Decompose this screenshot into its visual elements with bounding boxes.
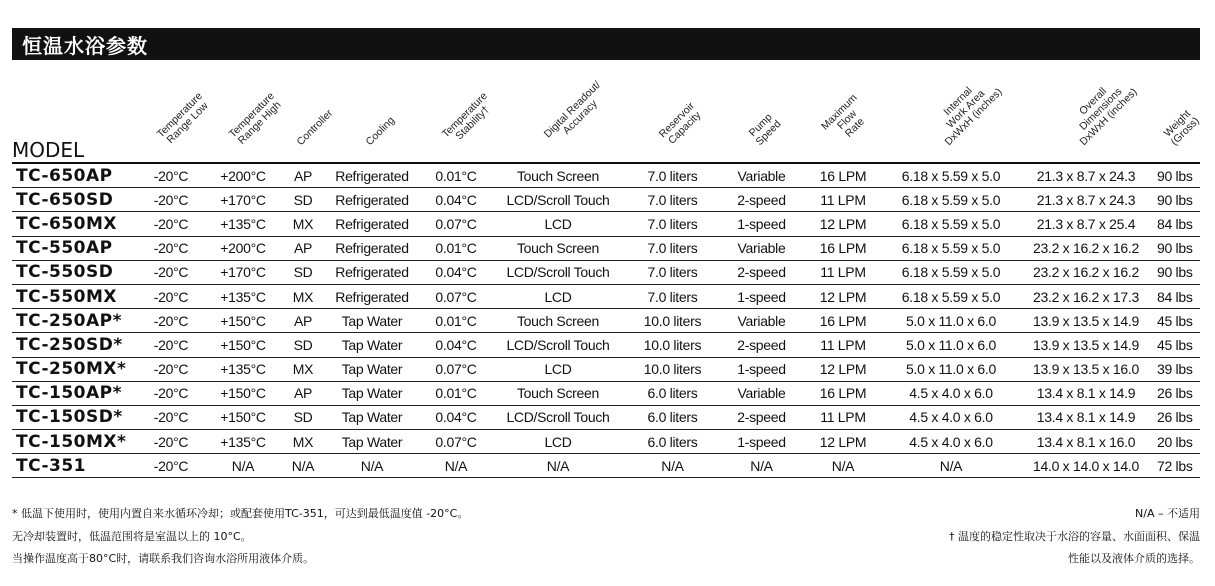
cell-dimensions: 23.2 x 16.2 x 16.2 — [1019, 236, 1153, 260]
col-header-cooling-label: Cooling — [363, 114, 398, 148]
cell-temp-high: +200°C — [203, 236, 283, 260]
cell-work-area: 5.0 x 11.0 x 6.0 — [883, 357, 1019, 381]
col-header-work-area-label: Internal Work Area DxWxH (inches) — [941, 84, 1005, 148]
cell-temp-low: -20°C — [139, 381, 203, 405]
cell-controller: AP — [283, 163, 323, 188]
cell-temp-low: -20°C — [139, 260, 203, 284]
cell-controller: MX — [283, 284, 323, 308]
cell-cooling: Refrigerated — [323, 284, 421, 308]
model-cell: TC-351 — [12, 454, 139, 478]
cell-temp-high: +135°C — [203, 430, 283, 454]
cell-cooling: Tap Water — [323, 430, 421, 454]
cell-cooling: N/A — [323, 454, 421, 478]
cell-dimensions: 14.0 x 14.0 x 14.0 — [1019, 454, 1153, 478]
table-title-bar — [12, 28, 1200, 60]
cell-dimensions: 21.3 x 8.7 x 24.3 — [1019, 163, 1153, 188]
cell-reservoir: 7.0 liters — [625, 236, 720, 260]
cell-pump-speed: Variable — [720, 381, 803, 405]
cell-stability: 0.01°C — [421, 236, 491, 260]
cell-temp-high: +135°C — [203, 284, 283, 308]
cell-work-area: 4.5 x 4.0 x 6.0 — [883, 381, 1019, 405]
cell-stability: 0.04°C — [421, 405, 491, 429]
table-row — [12, 357, 1200, 381]
col-header-readout — [491, 60, 625, 163]
cell-temp-low: -20°C — [139, 430, 203, 454]
col-header-cooling — [323, 60, 421, 163]
table-row — [12, 454, 1200, 478]
model-cell: TC-250AP* — [12, 309, 139, 333]
cell-reservoir: 6.0 liters — [625, 430, 720, 454]
cell-weight: 45 lbs — [1153, 333, 1200, 357]
cell-reservoir: 10.0 liters — [625, 309, 720, 333]
model-cell: TC-150AP* — [12, 381, 139, 405]
cell-weight: 20 lbs — [1153, 430, 1200, 454]
cell-work-area: N/A — [883, 454, 1019, 478]
cell-flow-rate: 12 LPM — [803, 284, 883, 308]
cell-readout: LCD — [491, 357, 625, 381]
col-header-controller — [283, 60, 336, 163]
col-header-temp-low — [139, 60, 211, 163]
cell-weight: 26 lbs — [1153, 381, 1200, 405]
cell-readout: Touch Screen — [491, 236, 625, 260]
cell-reservoir: 7.0 liters — [625, 163, 720, 188]
cell-cooling: Refrigerated — [323, 163, 421, 188]
table-row — [12, 260, 1200, 284]
cell-reservoir: 7.0 liters — [625, 212, 720, 236]
cell-temp-low: -20°C — [139, 454, 203, 478]
col-header-temp-high-label: Temperature Range High — [226, 90, 284, 147]
cell-pump-speed: 1-speed — [720, 357, 803, 381]
cell-dimensions: 21.3 x 8.7 x 25.4 — [1019, 212, 1153, 236]
cell-work-area: 6.18 x 5.59 x 5.0 — [883, 260, 1019, 284]
cell-temp-low: -20°C — [139, 163, 203, 188]
cell-readout: LCD/Scroll Touch — [491, 405, 625, 429]
cell-weight: 90 lbs — [1153, 163, 1200, 188]
cell-temp-high: +135°C — [203, 357, 283, 381]
footnote-na: N/A – 不适用 — [1135, 507, 1200, 520]
cell-cooling: Tap Water — [323, 381, 421, 405]
cell-reservoir: 10.0 liters — [625, 333, 720, 357]
table-title: 恒温水浴参数 — [22, 33, 148, 58]
table-row — [12, 381, 1200, 405]
cell-temp-high: +170°C — [203, 188, 283, 212]
col-header-dimensions-label: Overall Dimensions DxWxH (inches) — [1077, 85, 1140, 148]
cell-readout: LCD — [491, 212, 625, 236]
cell-temp-high: +150°C — [203, 309, 283, 333]
cell-controller: MX — [283, 357, 323, 381]
cell-weight: 90 lbs — [1153, 236, 1200, 260]
cell-readout: LCD/Scroll Touch — [491, 333, 625, 357]
cell-temp-high: +200°C — [203, 163, 283, 188]
cell-pump-speed: Variable — [720, 309, 803, 333]
cell-weight: 45 lbs — [1153, 309, 1200, 333]
model-cell: TC-150SD* — [12, 405, 139, 429]
cell-pump-speed: 2-speed — [720, 333, 803, 357]
cell-cooling: Tap Water — [323, 405, 421, 429]
col-header-temp-low-label: Temperature Range Low — [154, 90, 211, 146]
cell-dimensions: 13.9 x 13.5 x 14.9 — [1019, 333, 1153, 357]
cell-reservoir: 7.0 liters — [625, 260, 720, 284]
cell-flow-rate: 11 LPM — [803, 260, 883, 284]
cell-work-area: 6.18 x 5.59 x 5.0 — [883, 212, 1019, 236]
cell-cooling: Refrigerated — [323, 212, 421, 236]
col-header-temp-high — [203, 60, 283, 163]
cell-dimensions: 13.9 x 13.5 x 16.0 — [1019, 357, 1153, 381]
cell-weight: 90 lbs — [1153, 188, 1200, 212]
cell-cooling: Refrigerated — [323, 260, 421, 284]
col-header-flow-rate — [803, 60, 883, 163]
cell-temp-high: +170°C — [203, 260, 283, 284]
cell-work-area: 5.0 x 11.0 x 6.0 — [883, 309, 1019, 333]
table-row — [12, 163, 1200, 188]
cell-pump-speed: 2-speed — [720, 188, 803, 212]
cell-controller: MX — [283, 430, 323, 454]
cell-flow-rate: 16 LPM — [803, 236, 883, 260]
cell-flow-rate: 16 LPM — [803, 309, 883, 333]
cell-cooling: Tap Water — [323, 309, 421, 333]
cell-temp-low: -20°C — [139, 405, 203, 429]
cell-reservoir: 7.0 liters — [625, 188, 720, 212]
cell-readout: LCD/Scroll Touch — [491, 188, 625, 212]
cell-flow-rate: 11 LPM — [803, 333, 883, 357]
cell-dimensions: 23.2 x 16.2 x 16.2 — [1019, 260, 1153, 284]
cell-pump-speed: 2-speed — [720, 405, 803, 429]
cell-stability: 0.04°C — [421, 188, 491, 212]
cell-cooling: Tap Water — [323, 333, 421, 357]
cell-weight: 84 lbs — [1153, 284, 1200, 308]
cell-pump-speed: N/A — [720, 454, 803, 478]
cell-flow-rate: 12 LPM — [803, 212, 883, 236]
cell-weight: 72 lbs — [1153, 454, 1200, 478]
cell-weight: 84 lbs — [1153, 212, 1200, 236]
cell-stability: 0.04°C — [421, 260, 491, 284]
cell-pump-speed: 2-speed — [720, 260, 803, 284]
col-header-work-area — [883, 60, 1019, 163]
table-row — [12, 188, 1200, 212]
col-header-readout-label: Digital Readout/ Accuracy — [541, 78, 604, 141]
model-cell: TC-550SD — [12, 260, 139, 284]
cell-work-area: 6.18 x 5.59 x 5.0 — [883, 163, 1019, 188]
col-header-flow-rate-label: Maximum Flow Rate — [818, 91, 867, 140]
cell-work-area: 6.18 x 5.59 x 5.0 — [883, 188, 1019, 212]
cell-work-area: 4.5 x 4.0 x 6.0 — [883, 405, 1019, 429]
footnote-no-cooling: 无冷却装置时，低温范围将是室温以上的 10°C。 — [12, 530, 252, 543]
cell-dimensions: 13.4 x 8.1 x 14.9 — [1019, 381, 1153, 405]
model-cell: TC-650SD — [12, 188, 139, 212]
cell-stability: N/A — [421, 454, 491, 478]
cell-temp-low: -20°C — [139, 236, 203, 260]
cell-dimensions: 21.3 x 8.7 x 24.3 — [1019, 188, 1153, 212]
cell-dimensions: 23.2 x 16.2 x 17.3 — [1019, 284, 1153, 308]
col-header-reservoir-label: Reservoir Capacity — [656, 99, 703, 147]
cell-weight: 26 lbs — [1153, 405, 1200, 429]
model-cell: TC-550AP — [12, 236, 139, 260]
table-row — [12, 405, 1200, 429]
model-cell: TC-650AP — [12, 163, 139, 188]
cell-weight: 90 lbs — [1153, 260, 1200, 284]
col-header-weight — [1153, 60, 1200, 163]
table-row — [12, 236, 1200, 260]
cell-readout: LCD — [491, 284, 625, 308]
cell-flow-rate: 11 LPM — [803, 405, 883, 429]
cell-stability: 0.07°C — [421, 284, 491, 308]
cell-dimensions: 13.9 x 13.5 x 14.9 — [1019, 309, 1153, 333]
cell-reservoir: 6.0 liters — [625, 405, 720, 429]
cell-controller: SD — [283, 333, 323, 357]
cell-flow-rate: 16 LPM — [803, 163, 883, 188]
col-header-dimensions — [1019, 60, 1153, 163]
cell-stability: 0.01°C — [421, 309, 491, 333]
cell-flow-rate: 11 LPM — [803, 188, 883, 212]
cell-stability: 0.01°C — [421, 381, 491, 405]
model-cell: TC-150MX* — [12, 430, 139, 454]
cell-work-area: 6.18 x 5.59 x 5.0 — [883, 236, 1019, 260]
col-header-controller-label: Controller — [294, 107, 336, 148]
cell-stability: 0.07°C — [421, 212, 491, 236]
cell-work-area: 5.0 x 11.0 x 6.0 — [883, 333, 1019, 357]
cell-pump-speed: Variable — [720, 236, 803, 260]
cell-flow-rate: 16 LPM — [803, 381, 883, 405]
table-row — [12, 333, 1200, 357]
cell-controller: SD — [283, 405, 323, 429]
cell-temp-low: -20°C — [139, 284, 203, 308]
cell-pump-speed: Variable — [720, 163, 803, 188]
cell-dimensions: 13.4 x 8.1 x 14.9 — [1019, 405, 1153, 429]
cell-stability: 0.04°C — [421, 333, 491, 357]
cell-temp-high: +150°C — [203, 405, 283, 429]
cell-temp-low: -20°C — [139, 309, 203, 333]
cell-pump-speed: 1-speed — [720, 284, 803, 308]
table-row — [12, 430, 1200, 454]
cell-controller: SD — [283, 188, 323, 212]
col-header-stability-label: Temperature Stability† — [439, 90, 492, 143]
cell-readout: LCD — [491, 430, 625, 454]
col-header-stability — [421, 60, 491, 163]
footnote-high-temp: 当操作温度高于80°C时，请联系我们咨询水浴所用液体介质。 — [12, 552, 315, 565]
cell-stability: 0.07°C — [421, 430, 491, 454]
model-cell: TC-650MX — [12, 212, 139, 236]
cell-reservoir: 10.0 liters — [625, 357, 720, 381]
col-header-reservoir — [625, 60, 720, 163]
cell-dimensions: 13.4 x 8.1 x 16.0 — [1019, 430, 1153, 454]
cell-reservoir: N/A — [625, 454, 720, 478]
cell-readout: LCD/Scroll Touch — [491, 260, 625, 284]
cell-cooling: Tap Water — [323, 357, 421, 381]
cell-temp-high: +150°C — [203, 381, 283, 405]
footnote-stability-1: † 温度的稳定性取决于水浴的容量、水面面积、保温 — [949, 530, 1200, 543]
col-header-pump-speed — [720, 60, 803, 163]
table-body — [12, 163, 1200, 478]
cell-pump-speed: 1-speed — [720, 212, 803, 236]
cell-temp-high: N/A — [203, 454, 283, 478]
spec-table — [12, 60, 1200, 478]
model-cell: TC-550MX — [12, 284, 139, 308]
cell-controller: MX — [283, 212, 323, 236]
cell-temp-low: -20°C — [139, 333, 203, 357]
cell-temp-high: +150°C — [203, 333, 283, 357]
cell-temp-low: -20°C — [139, 188, 203, 212]
cell-work-area: 6.18 x 5.59 x 5.0 — [883, 284, 1019, 308]
footnote-stability-2: 性能以及液体介质的选择。 — [1068, 552, 1200, 565]
table-row — [12, 284, 1200, 308]
cell-weight: 39 lbs — [1153, 357, 1200, 381]
cell-pump-speed: 1-speed — [720, 430, 803, 454]
cell-controller: N/A — [283, 454, 323, 478]
cell-controller: SD — [283, 260, 323, 284]
cell-readout: Touch Screen — [491, 163, 625, 188]
cell-stability: 0.01°C — [421, 163, 491, 188]
model-column-header: MODEL — [12, 60, 139, 163]
cell-readout: Touch Screen — [491, 381, 625, 405]
model-cell: TC-250SD* — [12, 333, 139, 357]
table-row — [12, 309, 1200, 333]
cell-flow-rate: N/A — [803, 454, 883, 478]
cell-stability: 0.07°C — [421, 357, 491, 381]
model-cell: TC-250MX* — [12, 357, 139, 381]
cell-temp-low: -20°C — [139, 212, 203, 236]
header-row — [12, 60, 1200, 163]
cell-flow-rate: 12 LPM — [803, 430, 883, 454]
cell-work-area: 4.5 x 4.0 x 6.0 — [883, 430, 1019, 454]
cell-controller: AP — [283, 309, 323, 333]
cell-flow-rate: 12 LPM — [803, 357, 883, 381]
col-header-weight-label: Weight (Gross) — [1161, 107, 1202, 148]
cell-cooling: Refrigerated — [323, 236, 421, 260]
footnote-cooling: * 低温下使用时，使用内置自来水循环冷却；或配套使用TC-351，可达到最低温度值 -20°C。 — [12, 507, 469, 520]
col-header-pump-speed-label: Pump Speed — [746, 111, 783, 148]
cell-temp-low: -20°C — [139, 357, 203, 381]
cell-temp-high: +135°C — [203, 212, 283, 236]
table-row — [12, 212, 1200, 236]
cell-controller: AP — [283, 381, 323, 405]
cell-readout: Touch Screen — [491, 309, 625, 333]
cell-controller: AP — [283, 236, 323, 260]
cell-cooling: Refrigerated — [323, 188, 421, 212]
cell-reservoir: 6.0 liters — [625, 381, 720, 405]
cell-reservoir: 7.0 liters — [625, 284, 720, 308]
cell-readout: N/A — [491, 454, 625, 478]
